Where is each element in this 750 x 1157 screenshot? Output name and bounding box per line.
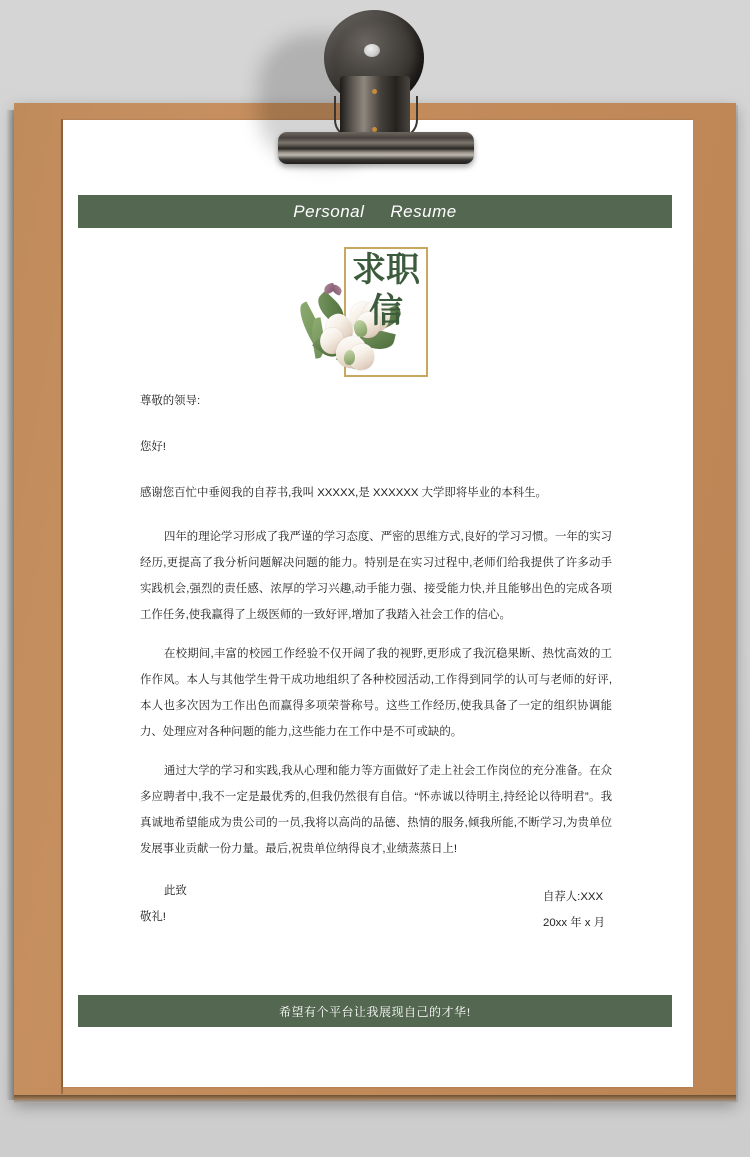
emblem-characters: 求职信 — [352, 252, 420, 330]
signature-name: 自荐人:XXX — [543, 891, 604, 903]
letter-body — [140, 388, 612, 930]
clip-pin-top — [372, 89, 377, 94]
clip-bottom-bar — [278, 132, 474, 164]
letter-lead: 感谢您百忙中垂阅我的自荐书,我叫 XXXXX,是 XXXXXX 大学即将毕业的本科生。 — [140, 487, 547, 499]
clipboard-bottom-edge — [14, 1095, 736, 1103]
letter-salutation: 尊敬的领导: — [140, 395, 201, 407]
header-title-left: Personal — [293, 201, 365, 221]
butterfly-icon — [331, 284, 344, 296]
letter-paragraph: 通过大学的学习和实践,我从心理和能力等方面做好了走上社会工作岗位的充分准备。在众多应聘者中,我不一定是最优秀的,但我仍然很有自信。“怀赤诚以待明主,持经论以待明君”。我真诚地希望能成为贵公司的一员,我将以高尚的品德、热情的服务,倾我所能,不断学习,为贵单位发展事业贡献一份力量。最后,祝贵单位纳得良才,业绩蒸蒸日上! — [140, 765, 612, 855]
letter-paragraph: 四年的理论学习形成了我严谨的学习态度、严密的思维方式,良好的学习习惯。一年的实习经历,更提高了我分析问题解决问题的能力。特别是在实习过程中,老师们给我提供了许多动手实践机会,强烈的责任感、浓厚的学习兴趣,动手能力强、接受能力快,并且能够出色的完成各项工作任务,使我赢得了上级医师的一致好评,增加了我踏入社会工作的信心。 — [140, 531, 612, 621]
letter-closing-cizhi: 此致 — [164, 885, 187, 897]
header-title-right: Resume — [390, 201, 457, 221]
footer-slogan: 希望有个平台让我展现自己的才华! — [279, 1004, 471, 1019]
letter-paragraph: 在校期间,丰富的校园工作经验不仅开阔了我的视野,更形成了我沉稳果断、热忱高效的工作作风。本人与其他学生骨干成功地组织了各种校园活动,工作得到同学的认可与老师的好评,本人也多次因为工作出色而赢得多项荣誉称号。这些工作经历,使我具备了一定的组织协调能力、处理应对各种问题的能力,这些能力在工作中是不可或缺的。 — [140, 648, 612, 738]
signature-block — [543, 884, 703, 936]
letter-greeting: 您好! — [140, 441, 166, 453]
letter-closing-jingli: 敬礼! — [140, 911, 166, 923]
footer-banner — [78, 995, 672, 1027]
header-title — [293, 202, 456, 222]
header-banner — [78, 195, 672, 228]
binder-clip-icon — [276, 8, 476, 173]
signature-date: 20xx 年 x 月 — [543, 917, 606, 929]
application-letter-emblem — [298, 244, 453, 386]
clip-hole — [364, 44, 380, 57]
